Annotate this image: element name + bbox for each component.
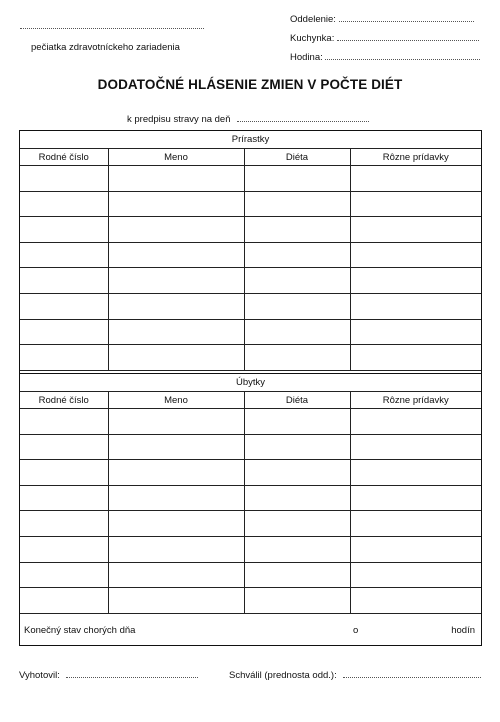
cell[interactable] [244,166,350,192]
cell[interactable] [20,434,108,460]
table-row [20,485,481,511]
table-prirastky [20,148,481,371]
col-header-meno: Meno [108,392,244,409]
cell[interactable] [108,588,244,614]
stamp-label: pečiatka zdravotníckeho zariadenia [31,42,180,53]
cell[interactable] [350,345,481,371]
vyhotovil-field[interactable] [19,668,198,681]
schvalil-label: Schválil (prednosta odd.): [229,670,337,681]
table-row [20,319,481,345]
cell[interactable] [244,562,350,588]
table-row [20,536,481,562]
predpis-label: k predpisu stravy na deň [127,114,231,125]
form-box [19,130,482,646]
field-oddelenie[interactable] [290,12,474,25]
schvalil-blank[interactable] [343,668,481,678]
field-hodina-label: Hodina: [290,52,323,63]
table-row [20,268,481,294]
o-label: o [353,625,359,636]
table-header-row [20,392,481,409]
cell[interactable] [244,460,350,486]
col-header-rozne-pridavky: Rôzne prídavky [350,149,481,166]
table-row [20,166,481,192]
col-header-rodne-cislo: Rodné číslo [20,149,108,166]
cell[interactable] [108,409,244,435]
cell[interactable] [108,485,244,511]
cell[interactable] [20,191,108,217]
vyhotovil-label: Vyhotovil: [19,670,60,681]
table-row [20,511,481,537]
section-ubytky-title: Úbytky [235,377,266,388]
cell[interactable] [108,460,244,486]
cell[interactable] [20,536,108,562]
cell[interactable] [244,511,350,537]
cell[interactable] [20,562,108,588]
table-row [20,191,481,217]
cell[interactable] [108,293,244,319]
cell[interactable] [108,536,244,562]
cell[interactable] [20,409,108,435]
cell[interactable] [108,242,244,268]
cell[interactable] [350,217,481,243]
col-header-rozne-pridavky: Rôzne prídavky [350,392,481,409]
cell[interactable] [350,460,481,486]
cell[interactable] [108,166,244,192]
cell[interactable] [20,511,108,537]
cell[interactable] [108,345,244,371]
cell[interactable] [20,242,108,268]
cell[interactable] [108,191,244,217]
cell[interactable] [244,319,350,345]
field-oddelenie-blank[interactable] [339,12,474,22]
table-row [20,409,481,435]
vyhotovil-blank[interactable] [66,668,198,678]
cell[interactable] [244,268,350,294]
cell[interactable] [20,588,108,614]
table-row [20,242,481,268]
cell[interactable] [108,268,244,294]
cell[interactable] [350,536,481,562]
table-row [20,217,481,243]
cell[interactable] [350,409,481,435]
page-title: DODATOČNÉ HLÁSENIE ZMIEN V POČTE DIÉT [97,77,403,92]
col-header-meno: Meno [108,149,244,166]
col-header-rodne-cislo: Rodné číslo [20,392,108,409]
field-kuchynka-label: Kuchynka: [290,33,335,44]
cell[interactable] [350,434,481,460]
hodin-label: hodín [451,625,475,636]
cell[interactable] [350,166,481,192]
konecny-stav-row[interactable] [20,619,481,645]
cell[interactable] [244,293,350,319]
konecny-stav-label: Konečný stav chorých dňa [24,625,136,636]
cell[interactable] [350,485,481,511]
col-header-dieta: Diéta [244,392,350,409]
table-ubytky [20,391,481,614]
cell[interactable] [108,217,244,243]
section-prirastky-title: Prírastky [231,134,270,145]
cell[interactable] [244,409,350,435]
cell[interactable] [244,434,350,460]
col-header-dieta: Diéta [244,149,350,166]
cell[interactable] [244,345,350,371]
cell[interactable] [108,511,244,537]
table-header-row [20,149,481,166]
table-row [20,588,481,614]
stamp-line [20,28,204,29]
cell[interactable] [108,562,244,588]
predpis-field[interactable] [127,112,369,125]
cell[interactable] [108,434,244,460]
schvalil-field[interactable] [229,668,481,681]
cell[interactable] [244,588,350,614]
cell[interactable] [20,485,108,511]
cell[interactable] [20,293,108,319]
field-kuchynka[interactable] [290,31,479,44]
cell[interactable] [20,345,108,371]
cell[interactable] [20,166,108,192]
cell[interactable] [244,191,350,217]
cell[interactable] [350,588,481,614]
cell[interactable] [350,511,481,537]
field-hodina[interactable] [290,50,480,63]
cell[interactable] [244,242,350,268]
table-row [20,293,481,319]
cell[interactable] [20,217,108,243]
table-row [20,345,481,371]
cell[interactable] [350,319,481,345]
field-hodina-blank[interactable] [325,50,480,60]
section-divider [20,373,481,374]
cell[interactable] [244,485,350,511]
table-row [20,562,481,588]
predpis-blank[interactable] [237,112,369,122]
cell[interactable] [350,293,481,319]
cell[interactable] [244,536,350,562]
cell[interactable] [350,268,481,294]
cell[interactable] [244,217,350,243]
field-oddelenie-label: Oddelenie: [290,14,336,25]
cell[interactable] [108,319,244,345]
field-kuchynka-blank[interactable] [337,31,479,41]
cell[interactable] [350,191,481,217]
cell[interactable] [350,242,481,268]
table-row [20,460,481,486]
table-row [20,434,481,460]
cell[interactable] [20,460,108,486]
cell[interactable] [20,319,108,345]
cell[interactable] [350,562,481,588]
cell[interactable] [20,268,108,294]
